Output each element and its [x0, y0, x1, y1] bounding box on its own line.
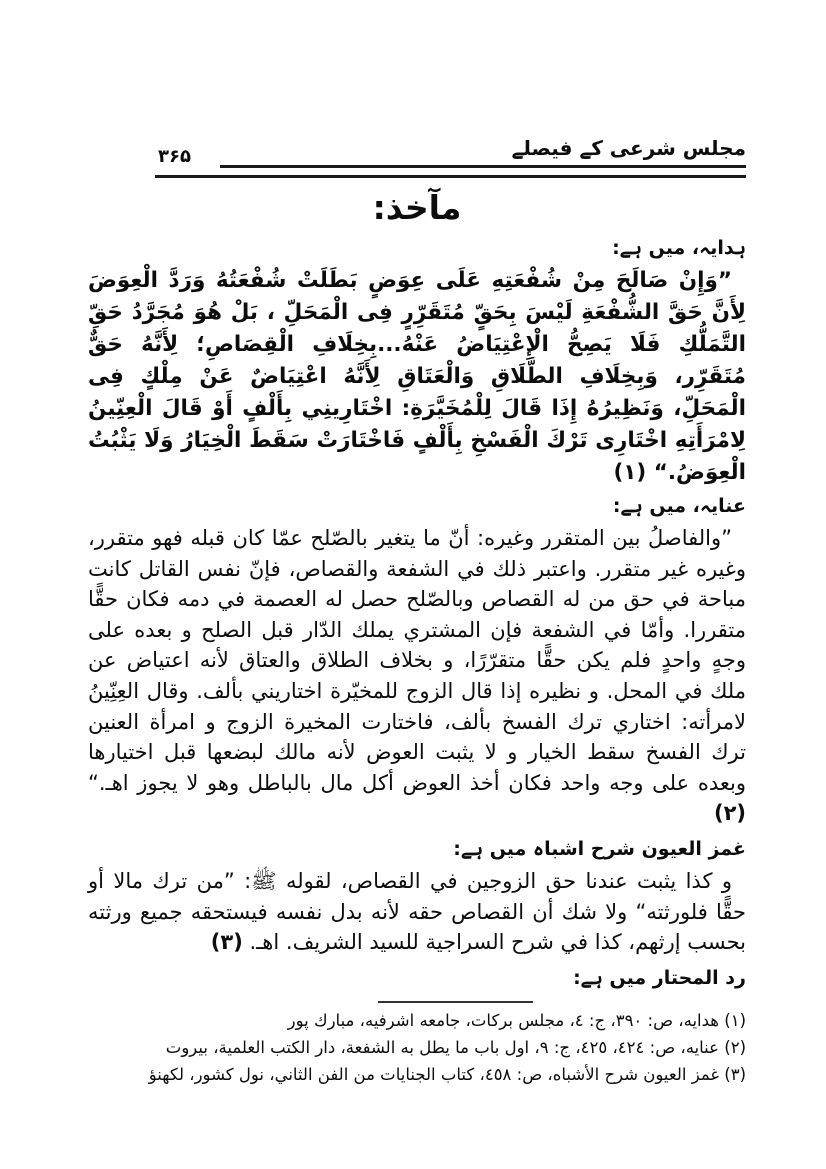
quote-inaya: [88, 523, 746, 829]
page-title: مآخذ:: [372, 188, 462, 227]
quote-ghamz: [88, 866, 746, 958]
section-ghamz-aluyun: [88, 835, 746, 958]
header-rule-top: [220, 165, 746, 168]
section-radd-almuhtar: [88, 964, 746, 992]
header-rule-bottom: [155, 175, 746, 178]
section-inaya: [88, 492, 746, 829]
source-label-radd: رد المحتار میں ہے:: [573, 966, 746, 989]
footnote-marker-1: (١): [613, 460, 647, 485]
quote-hidaya: [88, 265, 746, 489]
quote-inaya-text: ”والفاصلُ بين المتقرر وغيره: أنّ ما يتغير بالصّلح عمّا كان قبله فهو متقرر، وغيره غير متقرر. واعتبر ذلك في الشفعة والقصاص، فإنّ نفس القاتل كانت مباحة في حق من له القصاص وبالصّلح حصل له العصمة في دمه فكان حقًّا متقررا. وأمّا في الشفعة فإن المشتري يملك الدّار قبل الصلح و بعده على وجهٍ واحدٍ فلم يكن حقًّا متقرّرًا، و بخلاف الطلاق والعتاق لأنه اعتياض عن ملك في المحل. و نظيره إذا قال الزوج للمخيّرة اختاريني بألف. وقال العِنِّينُ لامرأته: اختاري ترك الفسخ بألف، فاختارت المخيرة الزوج و امرأة العنين ترك الفسخ سقط الخيار و لا يثبت العوض لأنه مالك لبضعها قبل اختيارها وبعده على وجه واحد فكان أخذ العوض أكل مال بالباطل وهو لا يجوز اهـ.“: [88, 526, 746, 795]
footnote-marker-3: (٣): [210, 930, 243, 955]
quote-hidaya-text: ”وَإِنْ صَالَحَ مِنْ شُفْعَتِهِ عَلَى عِوَضٍ بَطَلَتْ شُفْعَتُهُ وَرَدَّ الْعِوَضَ لِأَنَّ حَقَّ الشُّفْعَةِ لَيْسَ بِحَقٍّ مُتَقَرِّرٍ فِى الْمَحَلِّ ، بَلْ هُوَ مُجَرَّدُ حَقِّ التَّمَلُّكِ فَلَا يَصِحُّ الْإِعْتِيَاضُ عَنْهُ...بِخِلَافِ الْقِصَاصِ؛ لِأَنَّهُ حَقٌّ مُتَقَرِّر، وَبِخِلَافِ الطَّلَاقِ وَالْعَتَاقِ لِأَنَّهُ اعْتِيَاضٌ عَنْ مِلْكٍ فِى الْمَحَلِّ، وَنَظِيرُهُ إِذَا قَالَ لِلْمُخَيَّرَةِ: اخْتَارِينِي بِأَلْفٍ أَوْ قَالَ الْعِنِّينُ لِامْرَأَتِهِ اخْتَارِى تَرْكَ الْفَسْخِ بِأَلْفٍ فَاخْتَارَتْ سَقَطَ الْخِيَارُ وَلَا يَثْبُتُ الْعِوَضُ.“: [88, 268, 746, 485]
footnotes: [88, 1007, 746, 1088]
footnote-marker-2: (٢): [713, 801, 746, 826]
page-number: ۳۶۵: [158, 146, 191, 167]
source-label-ghamz: غمز العیون شرح اشباہ میں ہے:: [453, 837, 746, 860]
quote-ghamz-text: و كذا يثبت عندنا حق الزوجين في القصاص، لقوله ﷺ: ”من ترك مالا أو حقًّا فلورثته“ ولا شك أن القصاص حقه لأنه بدل نفسه فيستحقه جميع ورثته بحسب إرثهم، كذا في شرح السراجية للسيد الشريف. اهـ.: [88, 868, 746, 955]
footnote-separator: [378, 1001, 533, 1003]
footnote-3: (٣) غمز العيون شرح الأشباه، ص: ٤٥٨، كتاب الجنايات من الفن الثاني، نول كشور، لكهنؤ: [148, 1064, 746, 1084]
page-header: [88, 134, 746, 178]
book-title: مجلس شرعی کے فیصلے: [511, 136, 746, 160]
footnote-1: (١) هدايه، ص: ٣٩٠، ج: ٤، مجلس بركات، جامعه اشرفيه، مبارك پور: [287, 1010, 746, 1030]
source-label-inaya: عنایہ، میں ہے:: [612, 495, 746, 517]
footnote-2: (٢) عنايه، ص: ٤٢٤، ٤٢٥، ج: ٩، اول باب ما يطل به الشفعة، دار الكتب العلمية، بيروت: [165, 1037, 746, 1057]
section-hidaya: [88, 234, 746, 489]
source-label-hidaya: ہدایہ، میں ہے:: [612, 237, 746, 259]
